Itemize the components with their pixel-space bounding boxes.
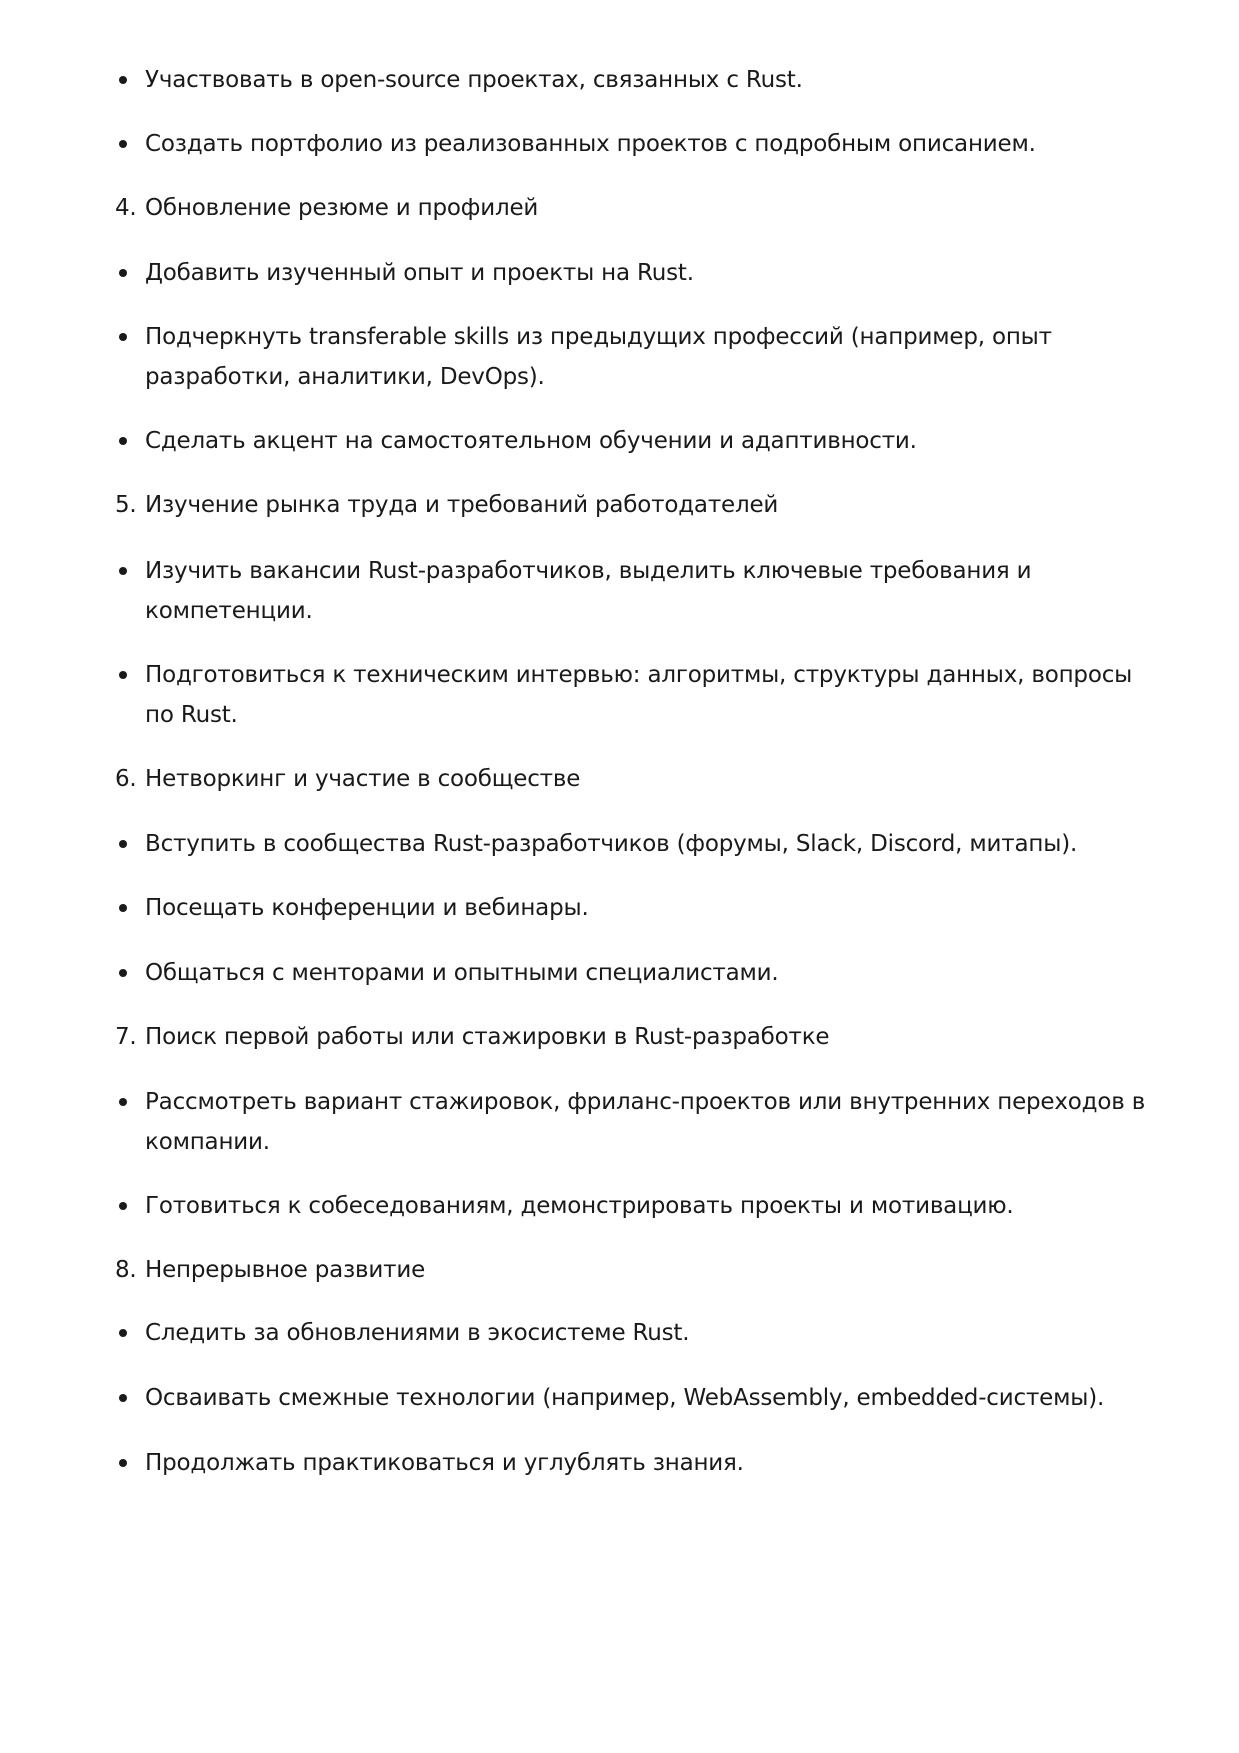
bullet-icon <box>119 1459 127 1467</box>
list-number: 8. <box>115 1257 137 1283</box>
list-item <box>145 253 1155 293</box>
list-item-text: Общаться с менторами и опытными специалистами. <box>145 960 779 986</box>
list-item <box>145 824 1155 864</box>
list-item-text: Добавить изученный опыт и проекты на Rust. <box>145 260 694 286</box>
bullet-icon <box>119 1098 127 1106</box>
bullet-icon <box>119 1202 127 1210</box>
list-item <box>145 1443 1155 1483</box>
list-item-text: Подчеркнуть transferable skills из предыдущих профессий (например, опыт разработки, аналитики, DevOps). <box>145 324 1052 390</box>
list-item <box>145 1186 1155 1226</box>
list-item-text: Продолжать практиковаться и углублять знания. <box>145 1450 744 1476</box>
heading-text: Нетворкинг и участие в сообществе <box>145 766 581 792</box>
bullet-icon <box>119 1329 127 1337</box>
bullet-icon <box>119 76 127 84</box>
bullet-icon <box>119 840 127 848</box>
heading-text: Поиск первой работы или стажировки в Rust-разработке <box>145 1024 830 1050</box>
list-item-text: Участвовать в open-source проектах, связанных с Rust. <box>145 67 803 93</box>
bullet-icon <box>119 969 127 977</box>
bullet-icon <box>119 269 127 277</box>
list-item-text: Следить за обновлениями в экосистеме Rust. <box>145 1320 690 1346</box>
list-number: 4. <box>115 195 137 221</box>
list-item-text: Сделать акцент на самостоятельном обучении и адаптивности. <box>145 428 917 454</box>
list-item-text: Создать портфолио из реализованных проектов с подробным описанием. <box>145 131 1036 157</box>
list-item-text: Готовиться к собеседованиям, демонстрировать проекты и мотивацию. <box>145 1193 1014 1219</box>
bullet-icon <box>119 567 127 575</box>
bullet-icon <box>119 904 127 912</box>
list-item <box>145 60 1155 100</box>
bullet-icon <box>119 140 127 148</box>
list-item <box>145 421 1155 461</box>
bullet-icon <box>119 671 127 679</box>
list-item-text: Осваивать смежные технологии (например, WebAssembly, embedded-системы). <box>145 1385 1105 1411</box>
list-item-text: Подготовиться к техническим интервью: алгоритмы, структуры данных, вопросы по Rust. <box>145 662 1133 728</box>
list-item <box>145 655 1155 735</box>
list-number: 5. <box>115 492 137 518</box>
list-item-text: Рассмотреть вариант стажировок, фриланс-проектов или внутренних переходов в компании. <box>145 1089 1146 1155</box>
bullet-icon <box>119 333 127 341</box>
list-number: 6. <box>115 766 137 792</box>
list-item <box>145 551 1155 631</box>
numbered-heading <box>115 188 1155 228</box>
list-item <box>145 1313 1155 1353</box>
list-item-text: Изучить вакансии Rust-разработчиков, выделить ключевые требования и компетенции. <box>145 558 1032 624</box>
list-item <box>145 888 1155 928</box>
bullet-icon <box>119 1394 127 1402</box>
list-item <box>145 124 1155 164</box>
heading-text: Обновление резюме и профилей <box>145 195 539 221</box>
bullet-icon <box>119 437 127 445</box>
numbered-heading <box>115 759 1155 799</box>
heading-text: Непрерывное развитие <box>145 1257 426 1283</box>
list-item <box>145 317 1155 397</box>
heading-text: Изучение рынка труда и требований работодателей <box>145 492 779 518</box>
list-item <box>145 1082 1155 1162</box>
list-item <box>145 953 1155 993</box>
list-item-text: Вступить в сообщества Rust-разработчиков (форумы, Slack, Discord, митапы). <box>145 831 1078 857</box>
list-number: 7. <box>115 1024 137 1050</box>
list-item-text: Посещать конференции и вебинары. <box>145 895 589 921</box>
numbered-heading <box>115 1250 1155 1290</box>
list-item <box>145 1378 1155 1418</box>
numbered-heading <box>115 485 1155 525</box>
numbered-heading <box>115 1017 1155 1057</box>
